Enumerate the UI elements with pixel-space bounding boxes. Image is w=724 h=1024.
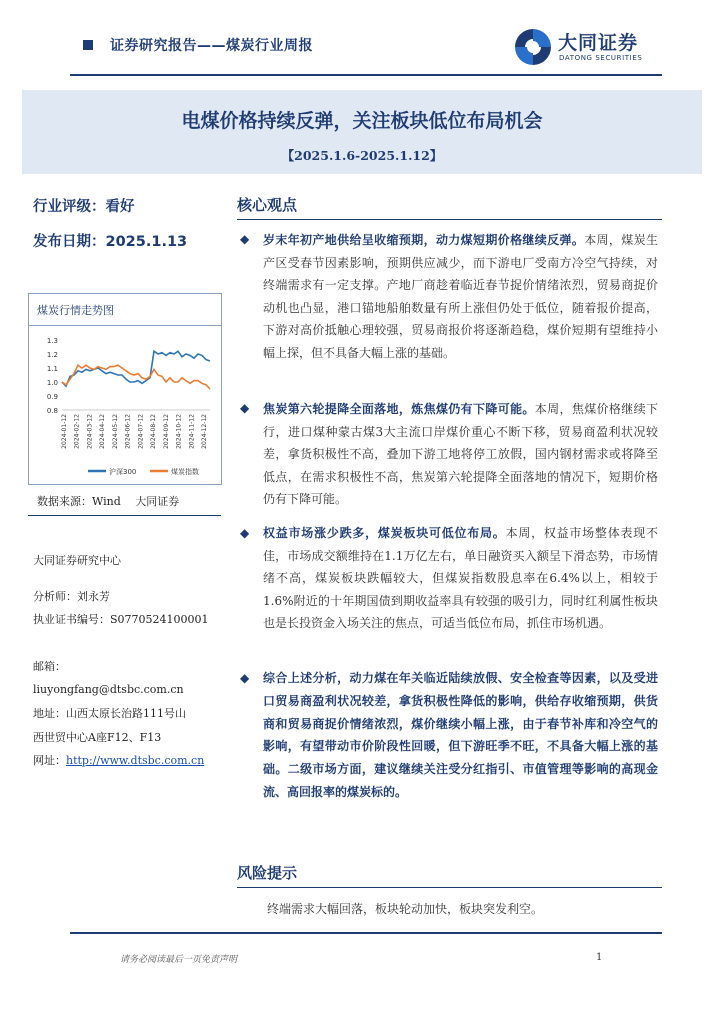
x-tick-label: 2024-12-12: [201, 414, 208, 449]
y-tick-label: 1.0: [46, 379, 58, 387]
x-tick-label: 2024-06-12: [124, 414, 132, 449]
y-tick-label: 0.9: [46, 393, 58, 401]
x-tick-label: 2024-09-12: [162, 414, 170, 449]
research-center: 大同证券研究中心: [33, 554, 121, 567]
report-date-range: 【2025.1.6-2025.1.12】: [281, 148, 443, 163]
company-logo: [512, 26, 662, 70]
core-point-1-lead: 岁末年初产地供给呈收缩预期，动力煤短期价格继续反弹。: [263, 233, 585, 247]
risk-heading-underline: [237, 887, 662, 888]
data-source: 数据来源：Wind 大同证券: [37, 495, 180, 508]
y-tick-label: 1.1: [46, 365, 58, 373]
x-tick-label: 2024-07-12: [137, 414, 145, 449]
x-tick-label: 2024-04-12: [99, 414, 107, 449]
header-divider: [70, 74, 662, 76]
publish-date: 发布日期：2025.1.13: [33, 234, 188, 250]
email-label: 邮箱：: [33, 660, 66, 673]
logo-text-cn: 大同证券: [558, 32, 639, 54]
address-line-1: 地址：山西太原长治路111号山: [33, 707, 186, 720]
chart-title: 煤炭行情走势图: [37, 304, 114, 317]
core-point-3-body: 本周，权益市场整体表现不佳，市场成交额维持在1.1万亿左右，单日融资买入额呈下滑态势，市场情绪不高，煤炭板块跌幅较大，但煤炭指数股息率在6.4%以上，相较于1.6%附近的十年期国债到期收益率具有较强的吸引力，同时红利属性板块也是长投资金入场关注的焦点，可适当低位布局，抓住市场机遇。: [263, 526, 658, 630]
core-heading: 核心观点: [237, 196, 298, 214]
diamond-bullet-icon: ◆: [240, 232, 250, 246]
y-tick-label: 0.8: [46, 407, 58, 415]
email-address[interactable]: liuyongfang@dtsbc.com.cn: [33, 683, 184, 696]
analyst-name: 分析师：刘永芳: [33, 590, 110, 603]
core-point-3-lead: 权益市场涨少跌多，煤炭板块可低位布局。: [263, 526, 506, 540]
x-tick-label: 2024-05-12: [111, 414, 119, 449]
website-row: [33, 752, 204, 769]
core-point-1: [263, 229, 658, 364]
x-tick-label: 2024-10-12: [175, 414, 183, 449]
core-point-2: [263, 398, 658, 511]
footer-divider: [70, 932, 662, 934]
risk-heading: 风险提示: [237, 864, 298, 882]
legend-label: 沪深300: [109, 468, 137, 476]
chart-title-divider: [28, 325, 221, 326]
core-point-2-body: 本周，焦煤价格继续下行，进口煤种蒙古煤3大主流口岸煤价重心不断下移，贸易商盈利状况较差，拿货积极性不高，叠加下游工地将停工放假，国内钢材需求或将降至低点，在需求积极性不高，焦炭第六轮提降全面落地的情况下，短期价格仍有下降可能。: [263, 402, 658, 506]
x-tick-label: 2024-11-12: [188, 414, 196, 449]
y-tick-label: 1.3: [46, 337, 58, 345]
disclaimer-note: 请务必阅读最后一页免责声明: [120, 955, 238, 965]
x-tick-label: 2024-08-12: [150, 414, 158, 449]
industry-rating: 行业评级：看好: [33, 199, 135, 215]
address-line-2: 西世贸中心A座F12、F13: [33, 731, 162, 744]
core-point-3: [263, 522, 658, 635]
series-line-coal-index: [62, 365, 210, 389]
diamond-bullet-icon: ◆: [240, 401, 250, 415]
x-tick-label: 2024-01-12: [61, 414, 68, 449]
core-point-1-body: 本周，煤炭生产区受春节因素影响，预期供应减少，而下游电厂受南方冷空气持续，对终端需求有一定支撑。产地厂商趁着临近春节捉价情绪浓烈，贸易商捉价动机也凸显，港口锚地船舶数量有所上涨但仍处于低位，随着报价提高，下游对高价抵触心理较强，贸易商报价将逐渐趋稳，煤价短期有望维持小幅上探，但不具备大幅上涨的基础。: [263, 233, 658, 360]
risk-text: 终端需求大幅回落，板块轮动加快，板块突发利空。: [267, 902, 544, 916]
header-square-icon: [83, 40, 93, 50]
diamond-bullet-icon: ◆: [240, 671, 250, 685]
website-label: 网址：: [33, 754, 66, 767]
report-title: 电煤价格持续反弹，关注板块低位布局机会: [181, 110, 543, 132]
logo-mark-icon: [512, 26, 554, 68]
market-trend-chart: [30, 330, 218, 480]
license-number: 执业证书编号：S0770524100001: [33, 613, 209, 626]
logo-text-en: DATONG SECURITIES: [559, 54, 643, 62]
diamond-bullet-icon: ◆: [240, 526, 250, 540]
x-tick-label: 2024-03-12: [86, 414, 94, 449]
left-divider: [28, 515, 221, 516]
core-point-2-lead: 焦炭第六轮提降全面落地，炼焦煤仍有下降可能。: [263, 402, 535, 416]
website-link[interactable]: http://www.dtsbc.com.cn: [66, 754, 205, 767]
report-type-label: 证券研究报告——煤炭行业周报: [110, 38, 313, 54]
page-number: 1: [596, 952, 603, 963]
x-tick-label: 2024-02-12: [73, 414, 81, 449]
y-tick-label: 1.2: [46, 351, 58, 359]
core-heading-underline: [237, 219, 662, 220]
legend-label: 煤炭指数: [171, 468, 199, 476]
core-point-4: 综合上述分析，动力煤在年关临近陆续放假、安全检查等因素，以及受进口贸易商盈利状况较差，拿货积极性降低的影响，供给存收缩预期，供货商和贸易商捉价情绪浓烈，煤价继续小幅上涨，由于春节补库和冷空气的影响，有望带动市价阶段性回暖，但下游旺季不旺，不具备大幅上涨的基础。二级市场方面，建议继续关注受分红指引、市值管理等影响的高现金流、高回报率的煤炭标的。: [263, 671, 658, 799]
